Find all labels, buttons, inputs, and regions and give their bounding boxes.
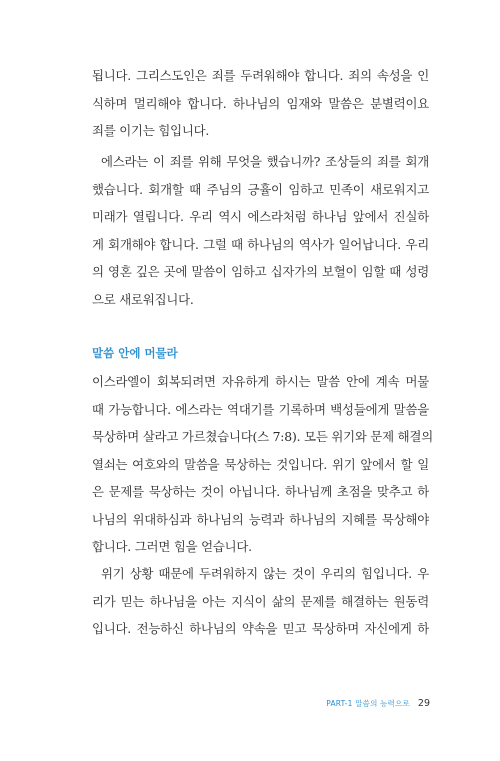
- text-line: 합니다. 그러면 힘을 얻습니다.: [92, 539, 252, 554]
- text-line: 됩니다. 그리스도인은 죄를 두려워해야 합니다. 죄의 속성을 인: [92, 68, 429, 83]
- text-line: 때 가능합니다. 에스라는 역대기를 기록하며 백성들에게 말씀을: [92, 401, 429, 417]
- text-line: 으로 새로워집니다.: [92, 291, 194, 307]
- page-number: 29: [417, 698, 430, 709]
- body-paragraph: [92, 560, 429, 643]
- text-line: 나님의 위대하심과 하나님의 능력과 하나님의 지혜를 묵상해야: [92, 511, 429, 527]
- section-heading: 말씀 안에 머물라: [92, 346, 178, 360]
- text-line: 죄를 이기는 힘입니다.: [92, 123, 210, 138]
- body-paragraph: [92, 148, 429, 313]
- text-line: 했습니다. 회개할 때 주님의 긍휼이 임하고 민족이 새로워지고: [92, 181, 429, 197]
- text-line: 미래가 열립니다. 우리 역시 에스라처럼 하나님 앞에서 진실하: [92, 209, 429, 224]
- text-line: 에스라는 이 죄를 위해 무엇을 했습니까? 조상들의 죄를 회개: [101, 154, 429, 169]
- text-line: 입니다. 전능하신 하나님의 약속을 믿고 묵상하며 자신에게 하: [92, 621, 429, 636]
- text-line: 열쇠는 여호와의 말씀을 묵상하는 것입니다. 위기 앞에서 할 일: [92, 456, 429, 472]
- text-line: 의 영혼 깊은 곳에 말씀이 임하고 십자가의 보혈이 임할 때 성령: [92, 264, 429, 279]
- running-title: PART-1 말씀의 능력으로: [326, 699, 410, 708]
- text-line: 위기 상황 때문에 두려워하지 않는 것이 우리의 힘입니다. 우: [101, 566, 429, 581]
- text-line: 리가 믿는 하나님을 아는 지식이 삶의 문제를 해결하는 원동력: [92, 593, 429, 609]
- text-line: 은 문제를 묵상하는 것이 아닙니다. 하나님께 초점을 맞추고 하: [92, 484, 429, 499]
- text-line: 식하며 멀리해야 합니다. 하나님의 임재와 말씀은 분별력이요: [92, 95, 429, 111]
- page-footer: [326, 698, 430, 709]
- text-line: 묵상하며 살라고 가르쳤습니다(스 7:8). 모든 위기와 문제 해결의: [92, 429, 433, 444]
- body-paragraph: [92, 368, 433, 561]
- body-paragraph: [92, 62, 429, 145]
- text-line: 이스라엘이 회복되려면 자유하게 하시는 말씀 안에 계속 머물: [92, 374, 429, 389]
- text-line: 게 회개해야 합니다. 그럴 때 하나님의 역사가 일어납니다. 우리: [92, 236, 429, 252]
